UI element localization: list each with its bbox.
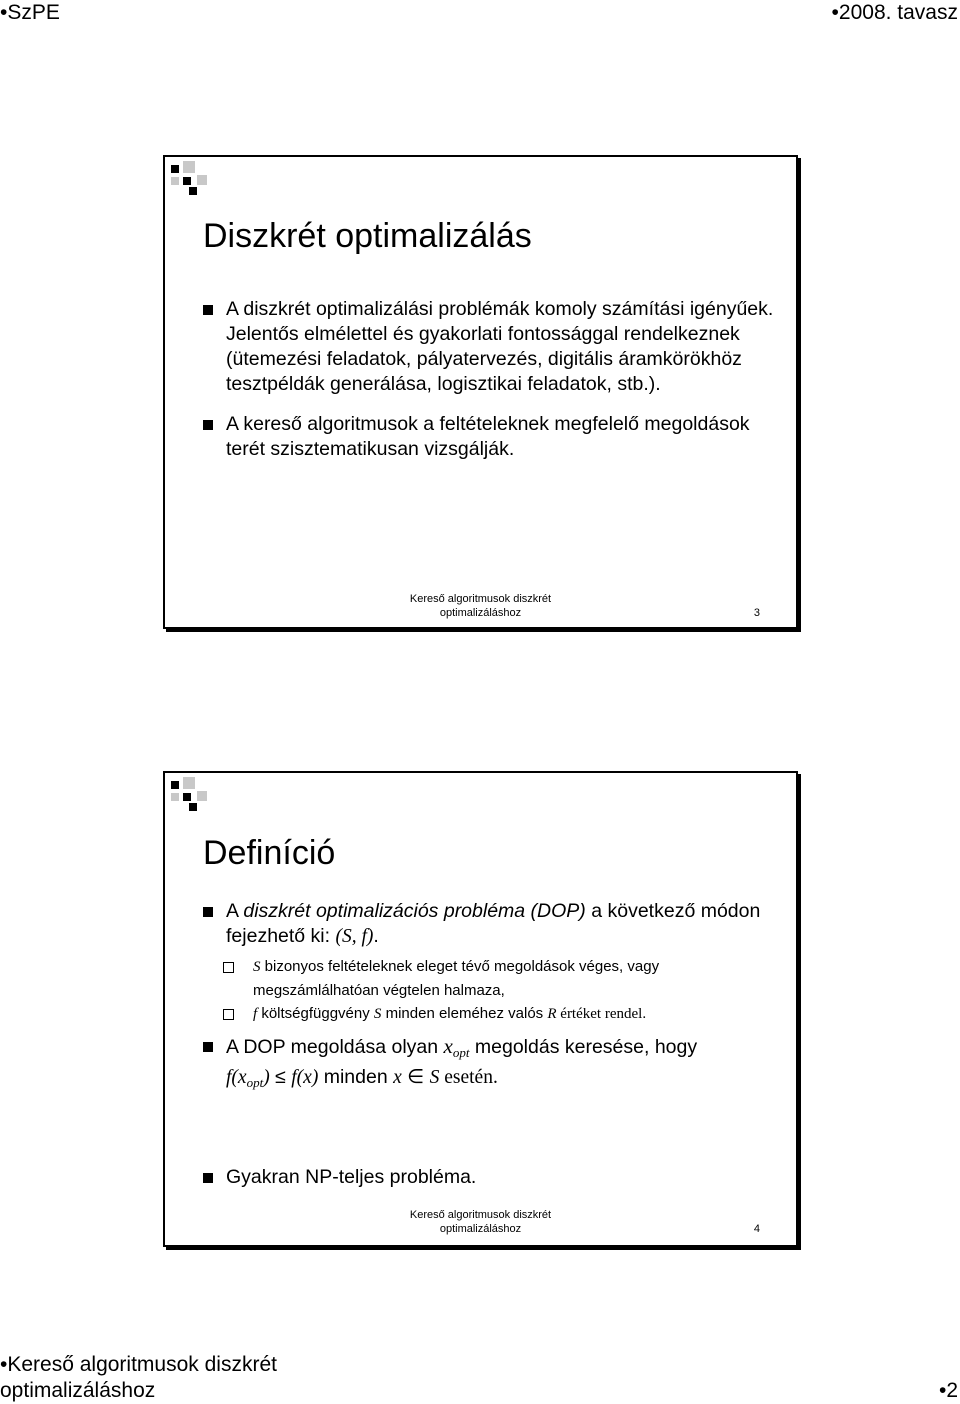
header-left-text: SzPE [7, 1, 60, 24]
slide-decoration-icon [171, 161, 213, 199]
page-footer-right: •2 [938, 1379, 958, 1402]
page-footer-left: •Kereső algoritmusok diszkrét optimalizáláshoz [0, 1353, 277, 1402]
bullet-item: A diszkrét optimalizálási problémák komoly számítási igényűek. Jelentős elmélettel és gyakorlati fontossággal rendelkeznek (ütemezési feladatok, pályatervezés, digitális áramkörökhöz tesztpéldák generálása, logisztikai feladatok, stb.). [203, 297, 776, 397]
bullet-item: A kereső algoritmusok a feltételeknek megfelelő megoldások terét szisztematikusan vizsgálják. [203, 412, 776, 462]
footer-left-line1: Kereső algoritmusok diszkrét [7, 1353, 277, 1376]
sub-bullet-item: S bizonyos feltételeknek eleget tévő megoldások véges, vagy megszámlálhatóan végtelen halmaza, [203, 955, 776, 1002]
slide-footer-line1: Kereső algoritmusok diszkrét [409, 593, 552, 605]
bullet-list [203, 899, 776, 1190]
page-header-left: •SzPE [0, 1, 60, 24]
slide-title: Diszkrét optimalizálás [203, 217, 532, 255]
slide-title: Definíció [203, 834, 336, 872]
slide-decoration-icon [171, 777, 213, 815]
slide-footer [165, 592, 796, 620]
slide-footer-line2: optimalizáláshoz [439, 1223, 522, 1235]
sub-bullet-item: f költségfüggvény S minden eleméhez valós R értéket rendel. [203, 1002, 776, 1026]
slide-3 [163, 155, 798, 629]
footer-left-line2: optimalizáláshoz [0, 1379, 156, 1402]
slide-footer-line2: optimalizáláshoz [439, 607, 522, 619]
slide-4 [163, 771, 798, 1247]
slide-footer [165, 1208, 796, 1236]
bullet-item: Gyakran NP-teljes probléma. [203, 1165, 776, 1190]
footer-page-number: 2 [946, 1379, 958, 1402]
bullet-definition: A diszkrét optimalizációs probléma (DOP) a következő módon fejezhető ki: (S, f). [203, 899, 776, 949]
slide-footer-line1: Kereső algoritmusok diszkrét [409, 1209, 552, 1221]
bullet-solution: A DOP megoldása olyan $x_{opt}$ megoldás keresése, hogy $f(x_{opt}) \le f(x)$ minden x ∈ S esetén. [203, 1034, 776, 1095]
bullet-list [203, 297, 776, 477]
header-right-text: 2008. tavasz [838, 1, 958, 24]
slide-page-number: 3 [753, 607, 760, 619]
slide-page-number: 4 [753, 1223, 760, 1235]
page-header-right: •2008. tavasz [831, 1, 958, 24]
